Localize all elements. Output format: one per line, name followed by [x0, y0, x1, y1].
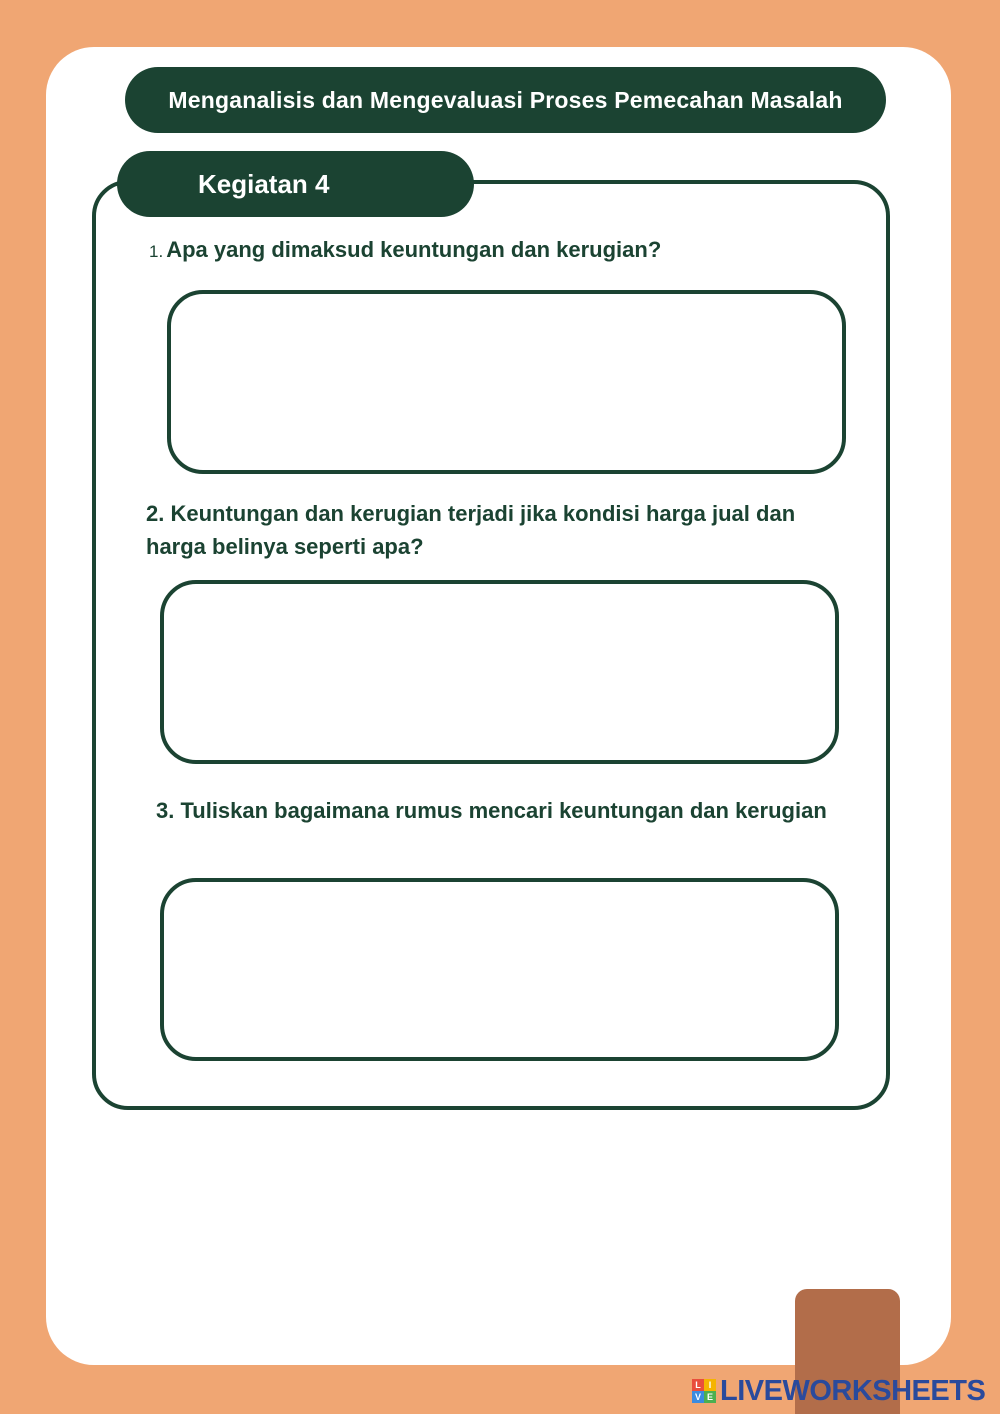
question-2-text: 2. Keuntungan dan kerugian terjadi jika kondisi harga jual dan harga belinya seperti apa?	[146, 501, 796, 559]
question-3-text: 3. Tuliskan bagaimana rumus mencari keuntungan dan kerugian	[156, 798, 827, 823]
page-title	[125, 67, 886, 133]
liveworksheets-logo	[692, 1374, 985, 1408]
logo-letter-e: E	[704, 1391, 716, 1403]
answer-box-1[interactable]	[167, 290, 846, 474]
logo-letter-v: V	[692, 1391, 704, 1403]
logo-letter-l: L	[692, 1379, 704, 1391]
question-2	[146, 497, 856, 563]
question-1	[149, 233, 849, 268]
question-1-number: 1.	[149, 242, 164, 261]
answer-box-3[interactable]	[160, 878, 839, 1061]
question-3	[156, 794, 857, 827]
page-title-text: Menganalisis dan Mengevaluasi Proses Pemecahan Masalah	[168, 86, 843, 113]
question-1-text: Apa yang dimaksud keuntungan dan kerugian?	[166, 237, 662, 262]
logo-letter-i: I	[704, 1379, 716, 1391]
activity-tab	[117, 151, 474, 217]
answer-box-2[interactable]	[160, 580, 839, 764]
liveworksheets-brand-text: LIVEWORKSHEETS	[720, 1374, 986, 1407]
liveworksheets-logo-icon	[692, 1379, 716, 1403]
activity-label: Kegiatan 4	[198, 168, 330, 199]
